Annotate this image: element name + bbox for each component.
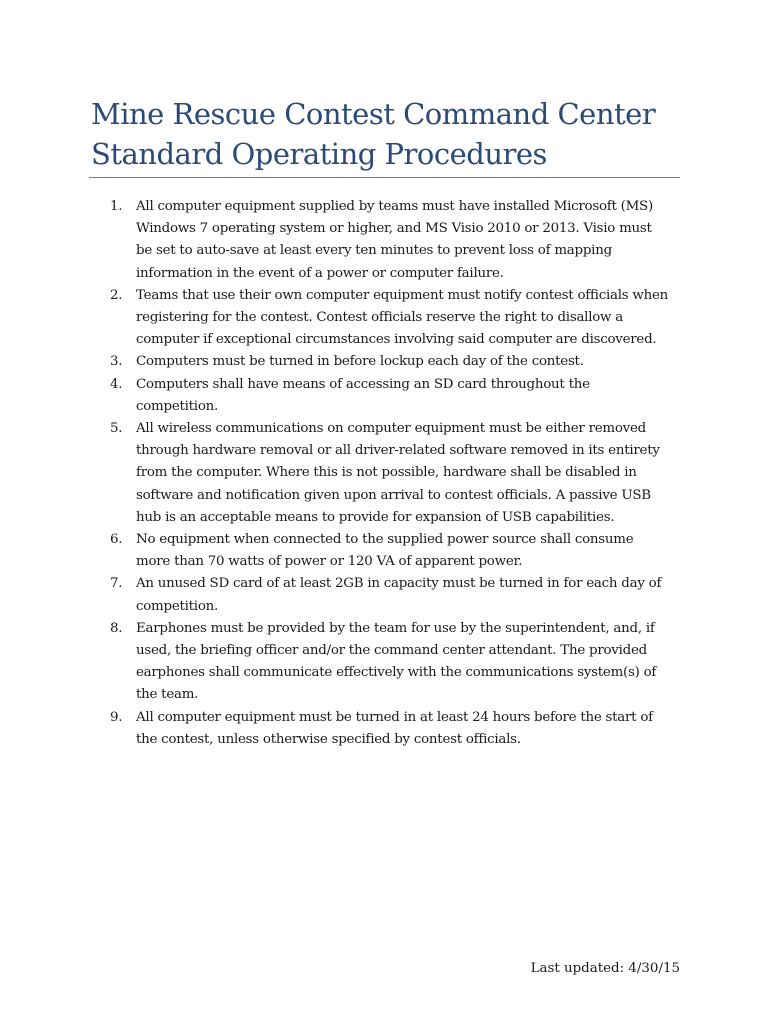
procedure-item: [110, 529, 680, 573]
procedure-text-line: No equipment when connected to the supplied power source shall consume: [136, 532, 634, 548]
procedure-text-line: Earphones must be provided by the team for use by the superintendent, and, if: [136, 620, 655, 636]
procedure-text-line: computer if exceptional circumstances involving said computer are discovered.: [136, 332, 657, 348]
procedure-text: [136, 196, 680, 285]
procedure-text: [136, 707, 680, 751]
procedure-text: [136, 618, 680, 707]
procedure-number: 4.: [110, 376, 123, 392]
procedure-text-line: information in the event of a power or computer failure.: [136, 265, 504, 281]
document-title-line-2: Standard Operating Procedures: [91, 137, 547, 171]
procedure-text-line: Teams that use their own computer equipment must notify contest officials when: [136, 287, 669, 303]
procedure-text-line: An unused SD card of at least 2GB in capacity must be turned in for each day of: [136, 576, 662, 592]
procedure-text: [136, 285, 680, 352]
procedure-item: [110, 285, 680, 352]
procedure-number: 6.: [110, 532, 123, 548]
procedure-text-line: software and notification given upon arrival to contest officials. A passive USB: [136, 487, 651, 503]
procedure-number: 3.: [110, 354, 123, 370]
procedure-text: [136, 351, 680, 373]
procedure-text-line: competition.: [136, 598, 219, 614]
title-divider: [89, 177, 680, 178]
procedure-text-line: the team.: [136, 687, 199, 703]
procedure-number: 1.: [110, 199, 123, 214]
procedure-text-line: All computer equipment must be turned in at least 24 hours before the start of: [136, 709, 653, 725]
procedure-text-line: competition.: [136, 398, 219, 414]
procedure-item: [110, 573, 680, 617]
procedure-text: [136, 529, 680, 573]
procedure-number: 5.: [110, 421, 123, 437]
procedure-item: [110, 618, 680, 707]
procedure-text: [136, 374, 680, 418]
document-title: [91, 94, 691, 174]
procedure-text-line: registering for the contest. Contest officials reserve the right to disallow a: [136, 310, 624, 326]
last-updated: Last updated: 4/30/15: [530, 961, 680, 976]
procedure-text-line: All wireless communications on computer equipment must be either removed: [136, 421, 646, 437]
procedure-item: [110, 351, 680, 373]
procedure-item: [110, 707, 680, 751]
procedure-text-line: be set to auto-save at least every ten minutes to prevent loss of mapping: [136, 243, 612, 259]
procedure-number: 7.: [110, 576, 123, 592]
procedure-text-line: from the computer. Where this is not possible, hardware shall be disabled in: [136, 465, 637, 481]
procedure-text: [136, 573, 680, 617]
procedure-text-line: Windows 7 operating system or higher, and MS Visio 2010 or 2013. Visio must: [136, 221, 652, 237]
procedure-text-line: earphones shall communicate effectively with the communications system(s) of: [136, 665, 657, 681]
procedure-text-line: All computer equipment supplied by teams must have installed Microsoft (MS): [136, 199, 653, 214]
procedure-number: 2.: [110, 287, 123, 303]
procedure-text-line: the contest, unless otherwise specified by contest officials.: [136, 731, 521, 747]
procedure-text-line: Computers shall have means of accessing an SD card throughout the: [136, 376, 590, 392]
procedure-item: [110, 196, 680, 285]
procedure-text-line: through hardware removal or all driver-related software removed in its entirety: [136, 443, 660, 459]
document-title-line-1: Mine Rescue Contest Command Center: [91, 97, 656, 131]
procedure-number: 8.: [110, 620, 123, 636]
procedures-list: [110, 196, 680, 751]
procedure-item: [110, 418, 680, 529]
procedure-text-line: more than 70 watts of power or 120 VA of apparent power.: [136, 554, 523, 570]
procedure-text-line: hub is an acceptable means to provide for expansion of USB capabilities.: [136, 509, 615, 525]
procedure-text-line: used, the briefing officer and/or the command center attendant. The provided: [136, 643, 647, 659]
procedure-item: [110, 374, 680, 418]
procedure-number: 9.: [110, 709, 123, 725]
procedure-text-line: Computers must be turned in before lockup each day of the contest.: [136, 354, 584, 370]
procedure-text: [136, 418, 680, 529]
